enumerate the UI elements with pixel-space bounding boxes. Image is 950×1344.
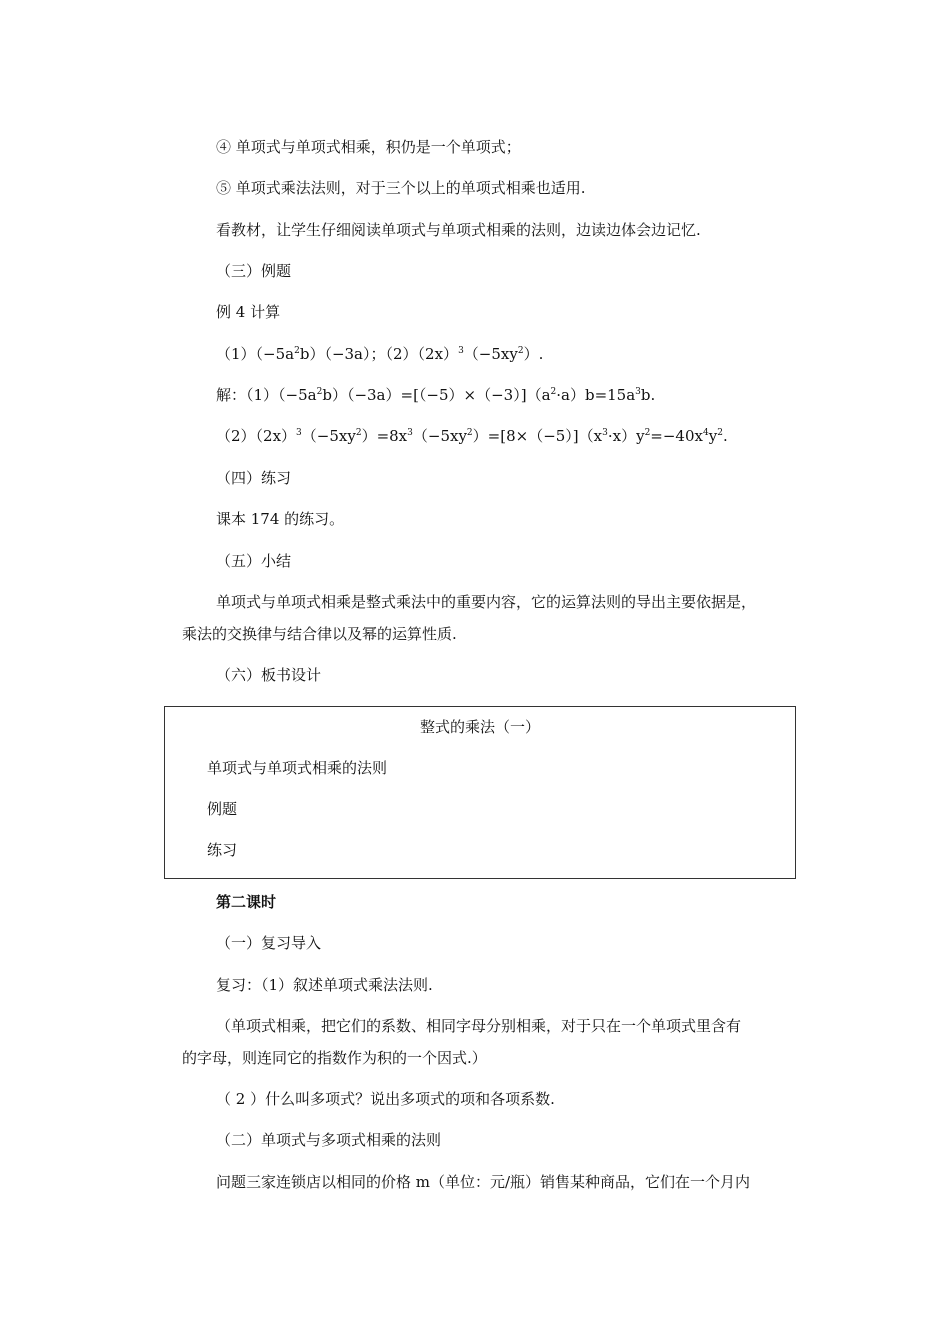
board-item: 单项式与单项式相乘的法则 xyxy=(207,759,388,777)
math-line-problems: $(1)(-5a^2b)(-3a)$；$(2)(2x)^3(-5xy^2)$. xyxy=(216,345,544,363)
math-line-solution-1: 解：$(1)(-5a^2b)(-3a)=[(-5)\times(-3)](a^2\cdot a)b=15a^3b$. xyxy=(216,386,656,404)
text-line: 问题三家连锁店以相同的价格 m（单位：元/瓶）销售某种商品，它们在一个月内 xyxy=(216,1173,751,1191)
text-line: ④ 单项式与单项式相乘，积仍是一个单项式； xyxy=(216,138,521,156)
text-line: ⑤ 单项式乘法法则，对于三个以上的单项式相乘也适用. xyxy=(216,179,586,197)
board-item: 例题 xyxy=(207,800,238,818)
text-line: （单项式相乘，把它们的系数、相同字母分别相乘，对于只在一个单项式里含有 xyxy=(216,1017,742,1035)
section-heading: （四）练习 xyxy=(216,469,292,487)
text-line: 单项式与单项式相乘是整式乘法中的重要内容，它的运算法则的导出主要依据是， xyxy=(216,593,757,611)
section-heading: （二）单项式与多项式相乘的法则 xyxy=(216,1131,442,1149)
section-heading: （三）例题 xyxy=(216,262,292,280)
board-item: 练习 xyxy=(207,841,238,859)
section-heading: （五）小结 xyxy=(216,552,292,570)
text-line: （ 2 ）什么叫多项式？说出多项式的项和各项系数. xyxy=(216,1090,555,1108)
text-line: 的字母，则连同它的指数作为积的一个因式.） xyxy=(182,1049,487,1067)
math-line-solution-2: $(2)(2x)^3(-5xy^2)=8x^3(-5xy^2)=[8\times(-5)](x^3\cdot x)y^2=-40x^4y^2$. xyxy=(216,427,728,445)
text-line: 复习：（1）叙述单项式乘法法则. xyxy=(216,976,433,994)
text-line: 课本 174 的练习。 xyxy=(216,510,345,528)
text-line: 例 4 计算 xyxy=(216,303,281,321)
board-design-box xyxy=(164,706,796,879)
section-heading: （一）复习导入 xyxy=(216,934,322,952)
text-line: 乘法的交换律与结合律以及幂的运算性质. xyxy=(182,625,457,643)
board-title: 整式的乘法（一） xyxy=(419,718,540,736)
section-heading: （六）板书设计 xyxy=(216,666,322,684)
lesson-heading: 第二课时 xyxy=(216,893,277,911)
text-line: 看教材，让学生仔细阅读单项式与单项式相乘的法则，边读边体会边记忆. xyxy=(216,221,701,239)
